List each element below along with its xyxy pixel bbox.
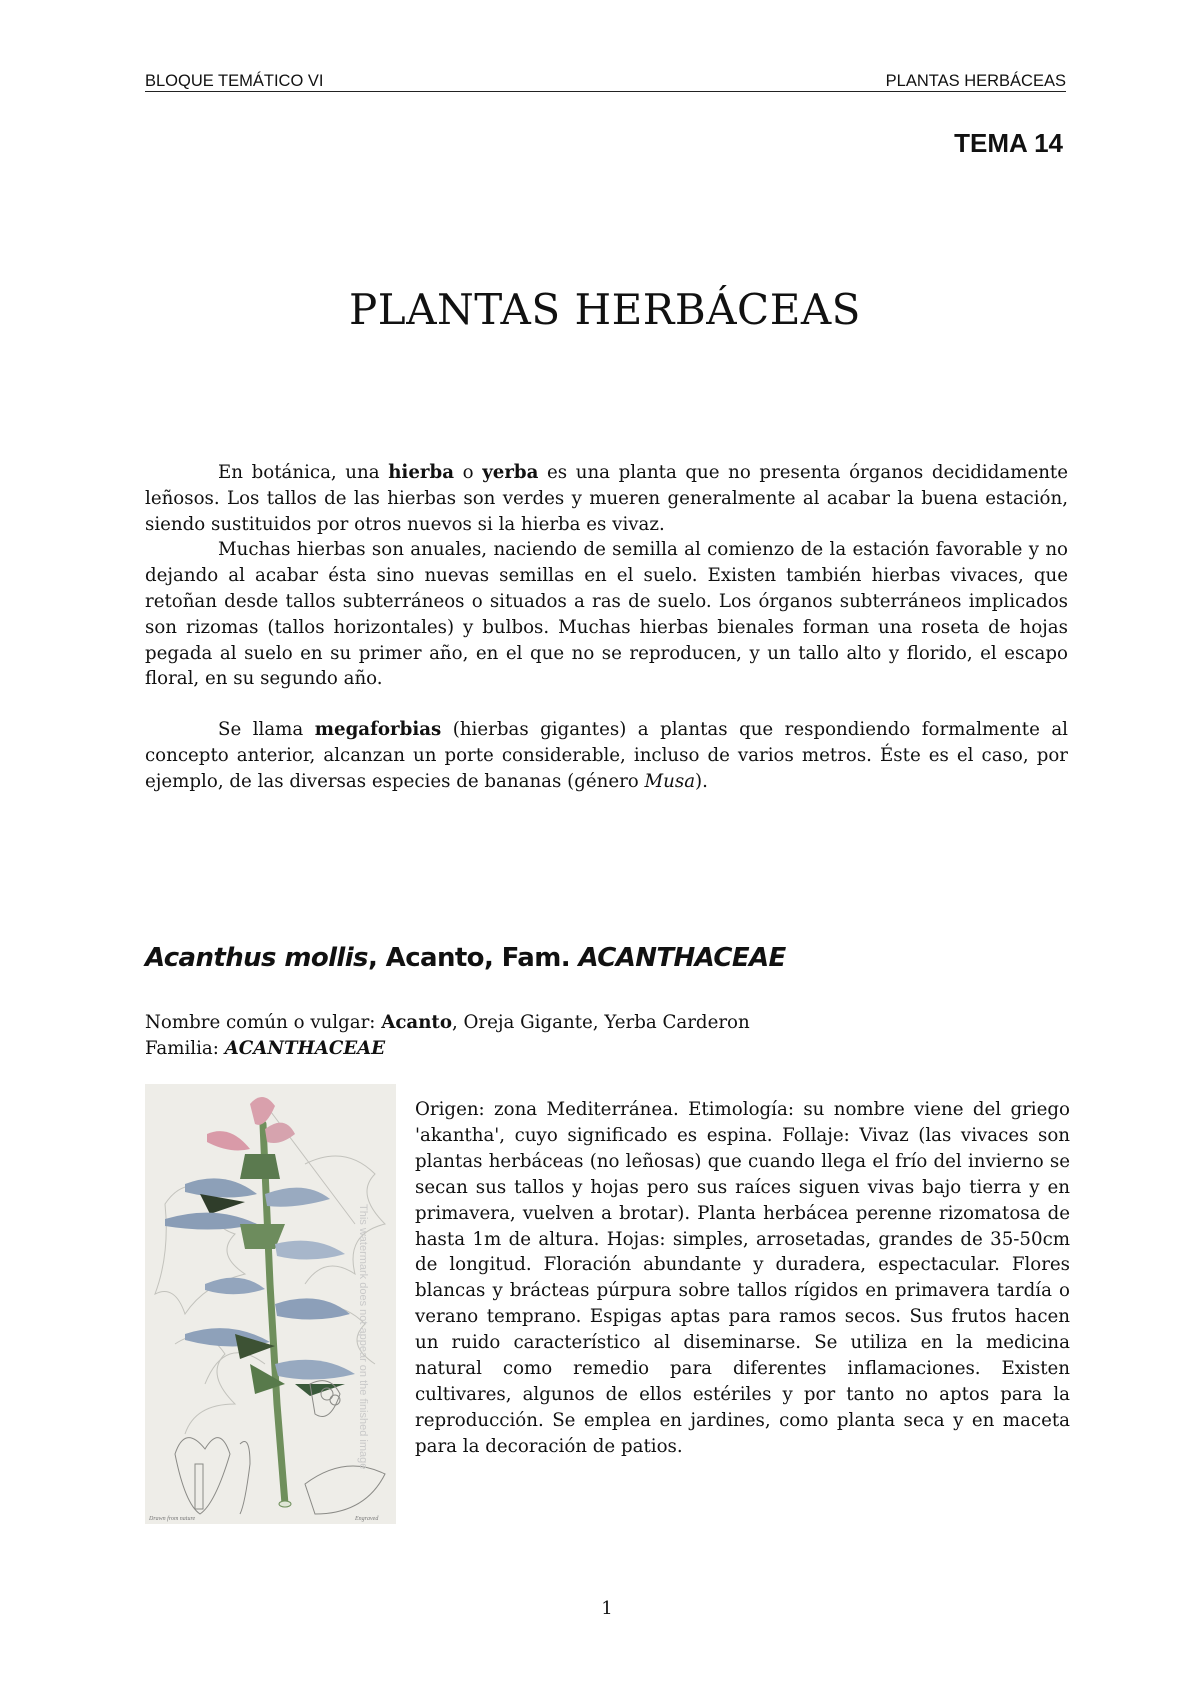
intro-section <box>145 460 1068 795</box>
species-heading <box>145 940 786 976</box>
running-header-left: BLOQUE TEMÁTICO VI <box>145 72 324 90</box>
scientific-name: Acanthus mollis <box>145 943 368 973</box>
label: Nombre común o vulgar: <box>145 1012 382 1033</box>
svg-text:Drawn from nature: Drawn from nature <box>149 1516 196 1522</box>
primary-common-name: Acanto <box>381 1012 452 1033</box>
watermark-text: This watermark does not appear on the finished image <box>357 1204 369 1470</box>
text: o <box>454 462 483 483</box>
svg-text:Engraved: Engraved <box>355 1516 379 1522</box>
species-meta <box>145 1010 750 1062</box>
header-rule <box>145 91 1066 92</box>
species-description <box>415 1097 1070 1460</box>
text: Se llama <box>218 719 315 741</box>
text: En botánica, una <box>218 462 389 483</box>
chapter-label: TEMA 14 <box>954 128 1063 158</box>
family-line <box>145 1036 750 1062</box>
term-hierba: hierba <box>388 462 454 483</box>
intro-paragraph-3 <box>145 717 1068 794</box>
text: ). <box>695 770 708 792</box>
description-text: Origen: zona Mediterránea. Etimología: su nombre viene del griego 'akantha', cuyo significado es espina. Follaje: Vivaz (las vivaces son plantas herbáceas (no leñosas) que cuando llega el frío del invierno se secan sus tallos y hojas pero sus raíces siguen vivas bajo tierra y en primavera, vuelven a brotar). Planta herbácea perenne rizomatosa de hasta 1m de altura. Hojas: simples, arrosetadas, grandes de 35-50cm de longitud. Floración abundante y duradera, espectacular. Flores blancas y brácteas púrpura sobre tallos rígidos en primavera tardía o verano temprano. Espigas aptas para ramos secos. Sus frutos hacen un ruido característico al diseminarse. Se utiliza en la medicina natural como remedio para diferentes inflamaciones. Existen cultivares, algunos de ellos estériles y por tanto no aptos para la reproducción. Se emplea en jardines, como planta seca y en maceta para la decoración de patios. <box>415 1099 1070 1457</box>
page-number: 1 <box>601 1598 613 1619</box>
page-title: PLANTAS HERBÁCEAS <box>349 285 861 334</box>
family-value: ACANTHACEAE <box>224 1037 386 1059</box>
genus-musa: Musa <box>644 770 696 792</box>
running-header-right: PLANTAS HERBÁCEAS <box>885 72 1066 90</box>
other-common-names: , Oreja Gigante, Yerba Carderon <box>451 1012 750 1033</box>
family-name: ACANTHACEAE <box>578 943 786 973</box>
text: es una planta que no presenta órganos decididamente leñosos. Los tallos de las hierbas son verdes y mueren generalmente al acabar la buena estación, siendo sustituidos por otros nuevos si la hierba es vivaz. <box>145 462 1069 535</box>
intro-paragraph-2: Muchas hierbas son anuales, naciendo de semilla al comienzo de la estación favorable y no dejando al acabar ésta sino nuevas semillas en el suelo. Existen también hierbas vivaces, que retoñan desde tallos subterráneos o situados a ras de suelo. Los órganos subterráneos implicados son rizomas (tallos horizontales) y bulbos. Muchas hierbas bienales forman una roseta de hojas pegada al suelo en su primer año, en el que no se reproducen, y un tallo alto y florido, el escapo floral, en su segundo año. <box>145 539 1068 690</box>
term-yerba: yerba <box>482 462 539 483</box>
botanical-illustration <box>145 1084 396 1524</box>
intro-paragraph-1 <box>145 460 1068 537</box>
acanthus-plant-image <box>145 1084 396 1524</box>
text: (hierbas gigantes) a plantas que respondiendo formalmente al concepto anterior, alcanzan un porte considerable, incluso de varios metros. Éste es el caso, por ejemplo, de las diversas especies de bananas (género <box>145 719 1068 792</box>
text: , Acanto, Fam. <box>367 943 579 973</box>
label: Familia: <box>145 1037 225 1059</box>
common-names <box>145 1010 750 1036</box>
term-megaforbias: megaforbias <box>314 719 442 741</box>
